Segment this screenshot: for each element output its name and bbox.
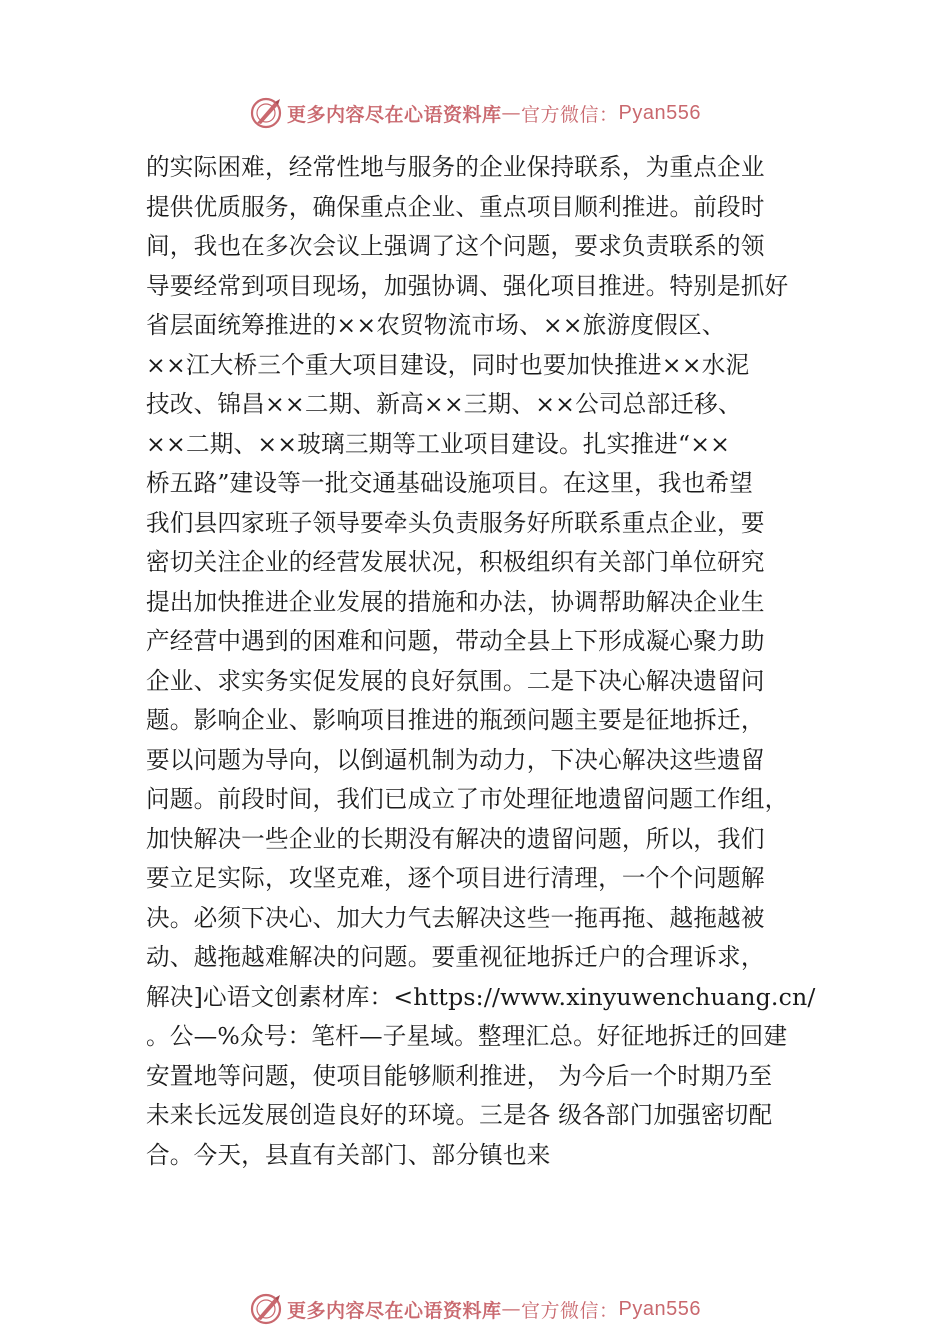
body-text-line: 企业、求实务实促发展的良好氛围。二是下决心解决遗留问 [146,666,765,695]
header-banner [0,93,950,133]
quill-logo-icon [249,1292,283,1326]
document-body [146,148,826,1175]
body-text-line: 桥五路”建设等一批交通基础设施项目。在这里，我也希望 [146,469,754,497]
body-text-line: 未来长远发展创造良好的环境。三是各 级各部门加强密切配 [146,1101,773,1129]
banner-separator: — [501,1298,522,1320]
body-text-line: 要立足实际，攻坚克难，逐个项目进行清理，一个个问题解 [146,864,765,892]
body-text-line: 提出加快推进企业发展的措施和办法，协调帮助解决企业生 [146,587,765,616]
body-text-line: 提供优质服务，确保重点企业、重点项目顺利推进。前段时 [146,192,765,221]
banner-wechat-id: Pyan556 [618,1297,701,1320]
body-text-line: 加快解决一些企业的长期没有解决的遗留问题，所以，我们 [146,824,765,853]
body-text-line: 决。必须下决心、加大力气去解决这些一拖再拖、越拖越被 [146,903,765,932]
quill-logo-icon [249,96,283,130]
body-text-line: 解决]心语文创素材库：<https://www.xinyuwenchuang.cn/ [146,982,816,1011]
banner-wechat-label: 官方微信： [521,103,619,126]
body-text-line: 题。影响企业、影响项目推进的瓶颈问题主要是征地拆迁， [146,706,765,734]
body-text-line: 间，我也在多次会议上强调了这个问题，要求负责联系的领 [146,232,765,260]
body-text-line: 产经营中遇到的困难和问题，带动全县上下形成凝心聚力助 [146,627,765,655]
banner-main-text: 更多内容尽在心语资料库 [287,103,502,126]
body-text-line: ××江大桥三个重大项目建设，同时也要加快推进××水泥 [146,350,750,379]
banner-separator: — [501,102,522,124]
body-text-line: 密切关注企业的经营发展状况，积极组织有关部门单位研究 [146,548,765,576]
banner-main-text: 更多内容尽在心语资料库 [287,1299,502,1322]
banner-wechat-id: Pyan556 [618,101,701,124]
body-text-line: 问题。前段时间，我们已成立了市处理征地遗留问题工作组， [146,785,789,813]
body-text-line: 导要经常到项目现场，加强协调、强化项目推进。特别是抓好 [146,271,789,300]
body-text-line: 技改、锦昌××二期、新高××三期、××公司总部迁移、 [146,390,742,418]
body-text-line: 要以问题为导向，以倒逼机制为动力，下决心解决这些遗留 [146,745,765,774]
body-text-line: 。公—%众号：笔杆—子星域。整理汇总。好征地拆迁的回建 [146,1022,788,1050]
footer-banner [0,1289,950,1329]
body-text-line: ××二期、××玻璃三期等工业项目建设。扎实推进“×× [146,429,731,458]
banner-wechat-label: 官方微信： [521,1299,619,1322]
body-text-line: 动、越拖越难解决的问题。要重视征地拆迁户的合理诉求， [146,943,765,971]
body-text-line: 我们县四家班子领导要牵头负责服务好所联系重点企业，要 [146,508,765,537]
body-text-line: 安置地等问题，使项目能够顺利推进， 为今后一个时期乃至 [146,1061,773,1090]
body-text-line: 省层面统筹推进的××农贸物流市场、××旅游度假区、 [146,311,726,339]
body-text-line: 的实际困难，经常性地与服务的企业保持联系，为重点企业 [146,153,765,181]
body-text-line: 合。今天，县直有关部门、部分镇也来 [146,1140,551,1169]
